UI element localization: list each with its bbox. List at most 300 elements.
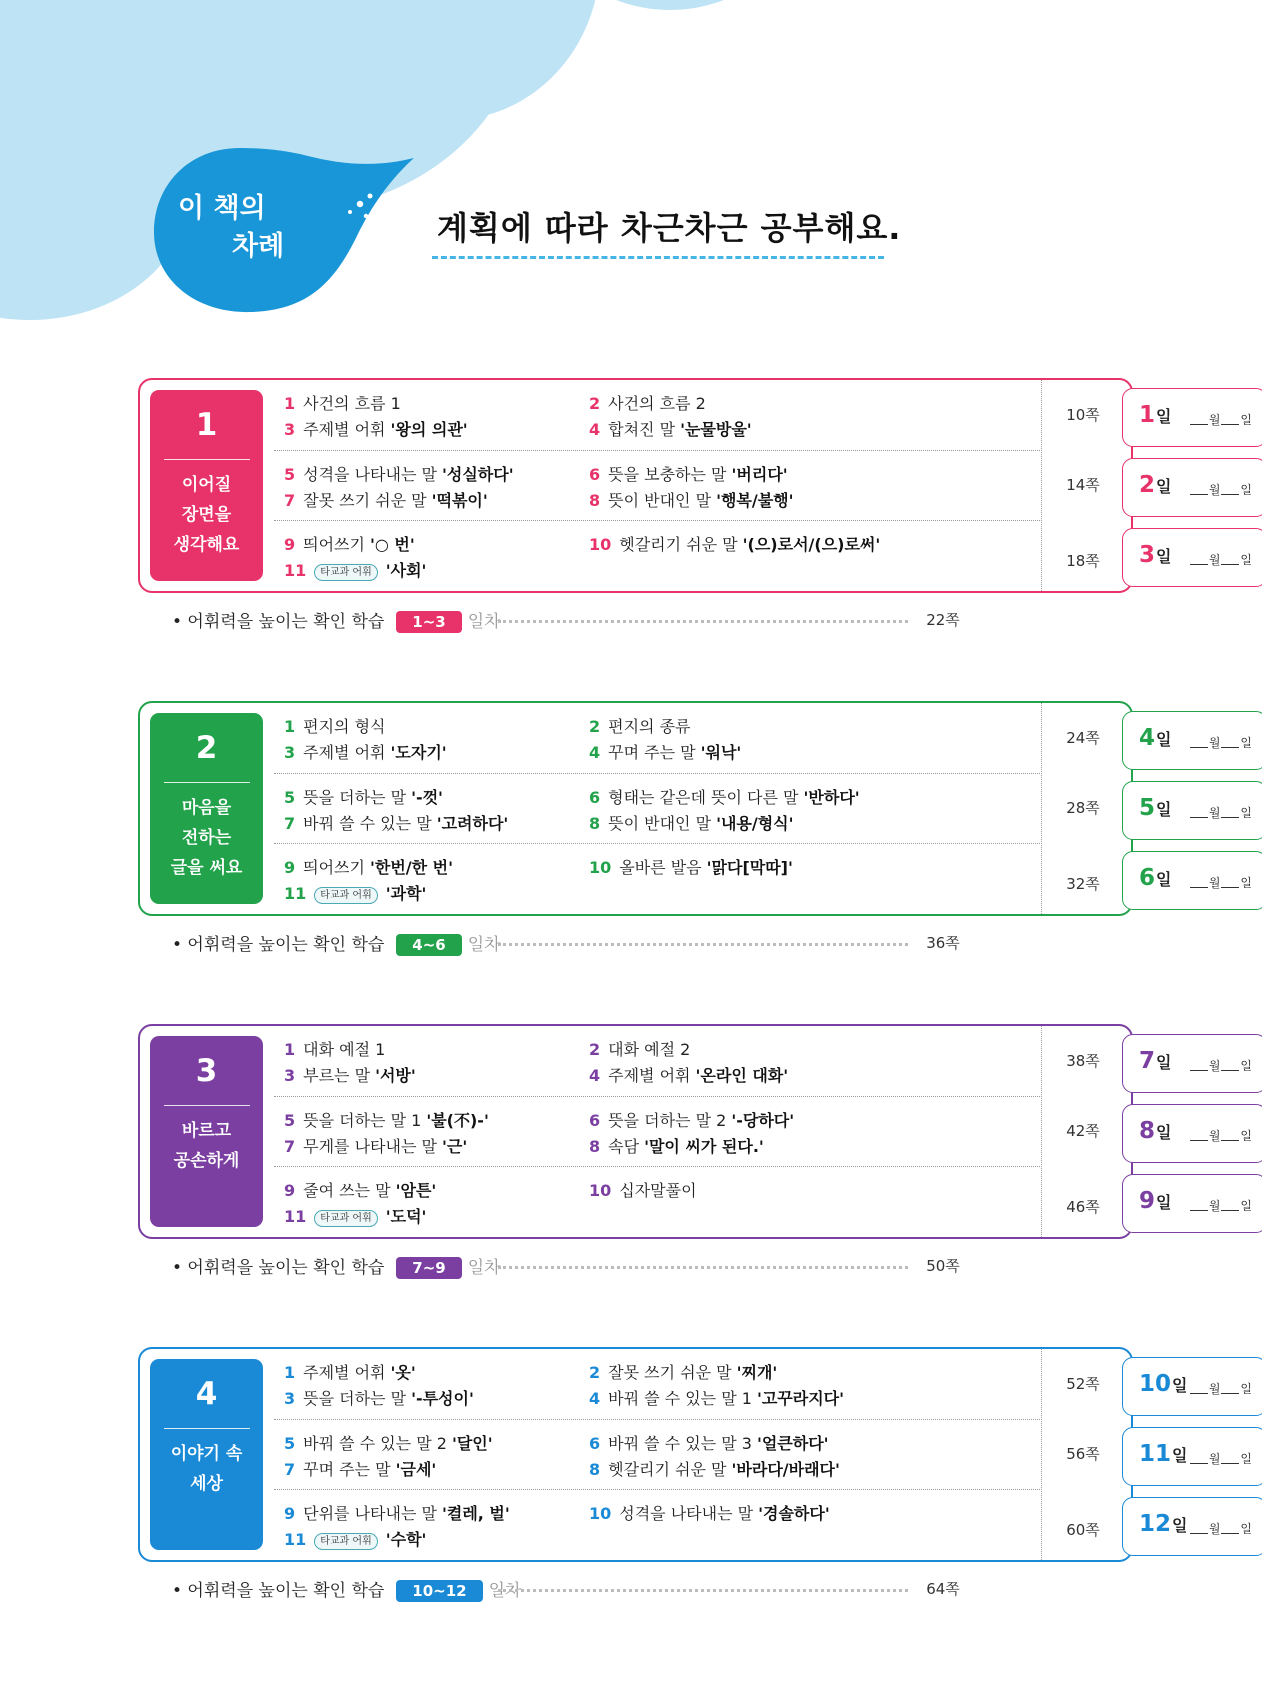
lesson-title: 바꿔 쓸 수 있는 말 1: [608, 1389, 752, 1408]
lesson-item[interactable]: [284, 420, 468, 440]
lesson-item[interactable]: [284, 1530, 426, 1550]
date-blanks[interactable]: 월 일: [1189, 1197, 1252, 1214]
date-blank[interactable]: [1221, 877, 1239, 888]
study-day-suffix: 일: [1156, 800, 1172, 819]
review-line: [172, 1253, 501, 1279]
lesson-title: 뜻을 더하는 말 1: [303, 1111, 422, 1130]
lesson-number: 1: [284, 394, 296, 413]
lesson-title: 바꿔 쓸 수 있는 말 2: [303, 1434, 447, 1453]
lesson-title: 뜻을 더하는 말: [303, 1389, 407, 1408]
lesson-title: 띄어쓰기: [303, 535, 365, 554]
date-blanks[interactable]: 월 일: [1189, 1450, 1252, 1467]
lesson-number: 7: [284, 1137, 296, 1156]
date-blanks[interactable]: 월 일: [1189, 874, 1252, 891]
column-divider: [1041, 380, 1042, 591]
date-blank[interactable]: [1221, 1200, 1239, 1211]
lesson-number: 3: [284, 1389, 296, 1408]
lesson-item[interactable]: [284, 858, 453, 878]
study-day-box[interactable]: [1122, 1174, 1262, 1233]
unit-number: 1: [195, 407, 218, 443]
lesson-item[interactable]: [589, 717, 691, 737]
unit-number: 2: [195, 730, 218, 766]
date-blanks[interactable]: 월 일: [1189, 734, 1252, 751]
lesson-title: 바꿔 쓸 수 있는 말: [303, 814, 432, 833]
unit-badge-divider: [164, 1105, 250, 1106]
lesson-number: 4: [589, 420, 601, 439]
date-blank[interactable]: [1221, 414, 1239, 425]
lesson-keyword: '수학': [385, 1530, 427, 1549]
lesson-number: 8: [589, 814, 601, 833]
study-day-label: 2일: [1139, 472, 1172, 498]
unit-badge: [150, 1359, 263, 1550]
date-blanks[interactable]: 월 일: [1189, 1057, 1252, 1074]
lesson-title: 편지의 종류: [608, 717, 691, 736]
study-day-box[interactable]: [1122, 1034, 1262, 1093]
study-day-suffix: 일: [1156, 1053, 1172, 1072]
toc-title-line2: 차례: [232, 231, 285, 262]
date-blanks[interactable]: 월 일: [1189, 411, 1252, 428]
lesson-item[interactable]: [589, 1181, 697, 1201]
month-blank[interactable]: [1190, 414, 1208, 425]
study-day-box[interactable]: [1122, 1497, 1262, 1556]
lesson-keyword: '워낙': [700, 743, 742, 762]
lesson-item[interactable]: [589, 1389, 844, 1409]
lesson-number: 1: [284, 1040, 296, 1059]
lesson-keyword: '(으)로서/(으)로써': [742, 535, 881, 554]
month-blank[interactable]: [1190, 807, 1208, 818]
leader-dots: [498, 1266, 908, 1269]
unit-badge: [150, 713, 263, 904]
lesson-number: 2: [589, 717, 601, 736]
unit-name: 이야기 속 세상: [170, 1444, 243, 1494]
month-blank[interactable]: [1190, 484, 1208, 495]
lesson-item[interactable]: [589, 1111, 794, 1131]
lesson-number: 10: [589, 535, 612, 554]
lesson-number: 11: [284, 1207, 307, 1226]
unit-name: 마음을 전하는 글을 써요: [170, 798, 243, 878]
study-day-suffix: 일: [1156, 477, 1172, 496]
month-blank[interactable]: [1190, 1383, 1208, 1394]
lesson-number: 2: [589, 1363, 601, 1382]
lesson-number: 6: [589, 1434, 601, 1453]
toc-title-line1: 이 책의: [178, 193, 266, 224]
lesson-number: 1: [284, 1363, 296, 1382]
lesson-item[interactable]: [589, 1137, 764, 1157]
review-range-badge: 4~6: [396, 934, 461, 956]
lesson-title: 뜻을 더하는 말 2: [608, 1111, 727, 1130]
month-blank[interactable]: [1190, 1130, 1208, 1141]
lesson-item[interactable]: [284, 1111, 489, 1131]
page-number: 32쪽: [1066, 875, 1100, 893]
lesson-item[interactable]: [284, 788, 443, 808]
study-day-label: 7일: [1139, 1048, 1172, 1074]
date-blanks[interactable]: 월 일: [1189, 1380, 1252, 1397]
lesson-keyword: '옷': [390, 1363, 416, 1382]
date-blanks[interactable]: 월 일: [1189, 481, 1252, 498]
month-blank[interactable]: [1190, 1200, 1208, 1211]
lesson-number: 5: [284, 1111, 296, 1130]
lesson-item[interactable]: [284, 1040, 385, 1060]
lesson-keyword: '온라인 대화': [695, 1066, 789, 1085]
lesson-title: 꾸며 주는 말: [303, 1460, 391, 1479]
lesson-title: 줄여 쓰는 말: [303, 1181, 391, 1200]
lesson-title: 주제별 어휘: [608, 1066, 691, 1085]
lesson-list: [274, 703, 1040, 914]
page-number: 24쪽: [1066, 729, 1100, 747]
review-suffix: 일차: [467, 1258, 501, 1278]
study-day-box[interactable]: [1122, 851, 1262, 910]
lesson-title: 무게를 나타내는 말: [303, 1137, 437, 1156]
headline-underline: [432, 256, 884, 259]
lesson-row: [274, 843, 1040, 914]
lesson-number: 8: [589, 1460, 601, 1479]
lesson-number: 1: [284, 717, 296, 736]
lesson-number: 10: [589, 1181, 612, 1200]
review-page-number: 64쪽: [926, 1580, 960, 1598]
lesson-keyword: '과학': [385, 884, 427, 903]
date-blank[interactable]: [1221, 1130, 1239, 1141]
lesson-item[interactable]: [284, 884, 426, 904]
lesson-item[interactable]: [589, 743, 741, 763]
lesson-title: 헷갈리기 쉬운 말: [608, 1460, 727, 1479]
lesson-item[interactable]: [284, 814, 508, 834]
lesson-keyword: '-투성이': [411, 1389, 474, 1408]
date-blanks[interactable]: 월 일: [1189, 551, 1252, 568]
page-number: 56쪽: [1066, 1445, 1100, 1463]
cross-subject-tag: 타교과 어휘: [314, 887, 377, 904]
study-day-suffix: 일: [1156, 547, 1172, 566]
lesson-number: 10: [589, 1504, 612, 1523]
lesson-keyword: '켤레, 벌': [441, 1504, 510, 1523]
date-blanks[interactable]: 월 일: [1189, 1127, 1252, 1144]
lesson-keyword: '눈물방울': [680, 420, 752, 439]
lesson-keyword: '내용/형식': [716, 814, 794, 833]
leader-dots: [498, 620, 908, 623]
lesson-title: 합쳐진 말: [608, 420, 676, 439]
review-text: • 어휘력을 높이는 확인 학습: [172, 935, 385, 955]
lesson-item[interactable]: [284, 1066, 416, 1086]
column-divider: [1041, 703, 1042, 914]
review-line: [172, 607, 501, 633]
date-blank[interactable]: [1221, 1523, 1239, 1534]
lesson-keyword: '찌개': [736, 1363, 778, 1382]
lesson-title: 꾸며 주는 말: [608, 743, 696, 762]
date-blanks[interactable]: 월 일: [1189, 1520, 1252, 1537]
lesson-number: 10: [589, 858, 612, 877]
lesson-item[interactable]: [589, 491, 794, 511]
study-day-box[interactable]: [1122, 528, 1262, 587]
study-day-suffix: 일: [1156, 1123, 1172, 1142]
lesson-keyword: '○ 번': [369, 535, 415, 554]
review-range-badge: 10~12: [396, 1580, 482, 1602]
page-number: 18쪽: [1066, 552, 1100, 570]
lesson-row: [274, 1096, 1040, 1167]
lesson-title: 잘못 쓰기 쉬운 말: [303, 491, 427, 510]
study-day-label: 12일: [1139, 1511, 1188, 1537]
lesson-item[interactable]: [589, 1434, 829, 1454]
lesson-title: 속담: [608, 1137, 640, 1156]
study-day-label: 1일: [1139, 402, 1172, 428]
unit-block: [138, 378, 1252, 593]
study-day-label: 4일: [1139, 725, 1172, 751]
lesson-title: 십자말풀이: [619, 1181, 697, 1200]
study-day-box[interactable]: [1122, 1427, 1262, 1486]
lesson-title: 주제별 어휘: [303, 1363, 386, 1382]
study-day-label: 11일: [1139, 1441, 1188, 1467]
lesson-keyword: '한번/한 번': [369, 858, 454, 877]
lesson-keyword: '불(不)-': [426, 1111, 489, 1130]
unit-badge-divider: [164, 1428, 250, 1429]
lesson-keyword: '경솔하다': [758, 1504, 830, 1523]
lesson-keyword: '사회': [385, 561, 427, 580]
lesson-keyword: '고꾸라지다': [756, 1389, 845, 1408]
lesson-item[interactable]: [284, 394, 401, 414]
page-number: 46쪽: [1066, 1198, 1100, 1216]
review-suffix: 일차: [467, 612, 501, 632]
lesson-title: 사건의 흐름 1: [303, 394, 401, 413]
lesson-item[interactable]: [284, 1504, 510, 1524]
review-text: • 어휘력을 높이는 확인 학습: [172, 1581, 385, 1601]
lesson-keyword: '성실하다': [441, 465, 514, 484]
lesson-title: 편지의 형식: [303, 717, 386, 736]
lesson-keyword: '서방': [375, 1066, 416, 1085]
date-blank[interactable]: [1221, 1453, 1239, 1464]
page-number: 38쪽: [1066, 1052, 1100, 1070]
lesson-keyword: '금세': [395, 1460, 437, 1479]
lesson-title: 헷갈리기 쉬운 말: [619, 535, 738, 554]
lesson-number: 9: [284, 535, 296, 554]
lesson-item[interactable]: [284, 1434, 493, 1454]
month-blank[interactable]: [1190, 737, 1208, 748]
lesson-keyword: '고려하다': [436, 814, 509, 833]
study-day-label: 8일: [1139, 1118, 1172, 1144]
lesson-title: 잘못 쓰기 쉬운 말: [608, 1363, 732, 1382]
unit-block: [138, 1024, 1252, 1239]
study-day-label: 5일: [1139, 795, 1172, 821]
lesson-keyword: '-당하다': [731, 1111, 795, 1130]
study-day-box[interactable]: [1122, 458, 1262, 517]
study-day-suffix: 일: [1172, 1376, 1188, 1395]
lesson-title: 성격을 나타내는 말: [619, 1504, 754, 1523]
unit-badge-divider: [164, 782, 250, 783]
date-blank[interactable]: [1221, 484, 1239, 495]
lesson-item[interactable]: [589, 1363, 777, 1383]
leader-dots: [498, 1589, 908, 1592]
review-text: • 어휘력을 높이는 확인 학습: [172, 612, 385, 632]
column-divider: [1041, 1026, 1042, 1237]
study-day-label: 9일: [1139, 1188, 1172, 1214]
lesson-item[interactable]: [284, 1389, 474, 1409]
lesson-title: 띄어쓰기: [303, 858, 365, 877]
lesson-number: 2: [589, 1040, 601, 1059]
lesson-item[interactable]: [589, 1460, 840, 1480]
lesson-keyword: '왕의 의관': [390, 420, 468, 439]
toc-title: [178, 190, 284, 266]
lesson-number: 9: [284, 858, 296, 877]
lesson-title: 형태는 같은데 뜻이 다른 말: [608, 788, 799, 807]
lesson-item[interactable]: [589, 1066, 788, 1086]
study-day-suffix: 일: [1156, 1193, 1172, 1212]
cross-subject-tag: 타교과 어휘: [314, 564, 377, 581]
lesson-item[interactable]: [284, 1460, 436, 1480]
lesson-number: 2: [589, 394, 601, 413]
lesson-keyword: '버리다': [731, 465, 788, 484]
lesson-row: [274, 1166, 1040, 1237]
lesson-item[interactable]: [284, 465, 514, 485]
lesson-keyword: '암튼': [395, 1181, 437, 1200]
lesson-item[interactable]: [284, 535, 415, 555]
lesson-title: 부르는 말: [303, 1066, 371, 1085]
unit-number: 4: [195, 1376, 218, 1412]
study-day-box[interactable]: [1122, 711, 1262, 770]
unit-name: 이어질 장면을 생각해요: [173, 475, 240, 555]
lesson-title: 대화 예절 2: [608, 1040, 691, 1059]
lesson-title: 사건의 흐름 2: [608, 394, 706, 413]
lesson-number: 8: [589, 491, 601, 510]
lesson-number: 6: [589, 788, 601, 807]
lesson-item[interactable]: [284, 1181, 436, 1201]
page-number: 10쪽: [1066, 406, 1100, 424]
lesson-row: [274, 1349, 1040, 1419]
lesson-list: [274, 1349, 1040, 1560]
lesson-title: 올바른 발음: [619, 858, 702, 877]
lesson-number: 4: [589, 743, 601, 762]
unit-block: [138, 701, 1252, 916]
review-page-number: 50쪽: [926, 1257, 960, 1275]
date-blank[interactable]: [1221, 554, 1239, 565]
unit-badge: [150, 390, 263, 581]
lesson-number: 5: [284, 465, 296, 484]
unit-badge-divider: [164, 459, 250, 460]
lesson-item[interactable]: [589, 814, 794, 834]
date-blanks[interactable]: 월 일: [1189, 804, 1252, 821]
lesson-keyword: '도덕': [385, 1207, 427, 1226]
lesson-title: 뜻을 더하는 말: [303, 788, 407, 807]
date-blank[interactable]: [1221, 737, 1239, 748]
lesson-item[interactable]: [589, 858, 793, 878]
lesson-number: 3: [284, 1066, 296, 1085]
lesson-number: 11: [284, 561, 307, 580]
study-day-suffix: 일: [1172, 1516, 1188, 1535]
month-blank[interactable]: [1190, 554, 1208, 565]
lesson-row: [274, 1026, 1040, 1096]
page-number: 42쪽: [1066, 1122, 1100, 1140]
lesson-number: 11: [284, 1530, 307, 1549]
lesson-item[interactable]: [284, 491, 488, 511]
lesson-number: 7: [284, 1460, 296, 1479]
lesson-item[interactable]: [589, 535, 880, 555]
review-line: [172, 930, 501, 956]
date-blank[interactable]: [1221, 807, 1239, 818]
date-blank[interactable]: [1221, 1060, 1239, 1071]
lesson-number: 8: [589, 1137, 601, 1156]
lesson-number: 9: [284, 1181, 296, 1200]
month-blank[interactable]: [1190, 1060, 1208, 1071]
lesson-number: 4: [589, 1066, 601, 1085]
month-blank[interactable]: [1190, 1453, 1208, 1464]
lesson-title: 뜻이 반대인 말: [608, 491, 712, 510]
lesson-keyword: '바라다/바래다': [731, 1460, 840, 1479]
cross-subject-tag: 타교과 어휘: [314, 1533, 377, 1550]
lesson-row: [274, 1489, 1040, 1560]
lesson-keyword: '말이 씨가 된다.': [644, 1137, 764, 1156]
lesson-title: 뜻이 반대인 말: [608, 814, 712, 833]
lesson-item[interactable]: [589, 1040, 690, 1060]
study-day-suffix: 일: [1156, 730, 1172, 749]
review-range-badge: 1~3: [396, 611, 461, 633]
unit-number: 3: [195, 1053, 218, 1089]
lesson-item[interactable]: [589, 394, 706, 414]
study-day-box[interactable]: [1122, 781, 1262, 840]
lesson-item[interactable]: [284, 743, 447, 763]
lesson-row: [274, 450, 1040, 521]
lesson-number: 7: [284, 491, 296, 510]
lesson-item[interactable]: [284, 1137, 467, 1157]
page-number: 28쪽: [1066, 799, 1100, 817]
lesson-title: 주제별 어휘: [303, 743, 386, 762]
lesson-number: 4: [589, 1389, 601, 1408]
lesson-item[interactable]: [284, 561, 426, 581]
lesson-title: 성격을 나타내는 말: [303, 465, 437, 484]
lesson-item[interactable]: [284, 1207, 426, 1227]
lesson-keyword: '도자기': [390, 743, 447, 762]
study-day-label: 3일: [1139, 542, 1172, 568]
study-day-box[interactable]: [1122, 388, 1262, 447]
study-day-suffix: 일: [1156, 870, 1172, 889]
lesson-title: 대화 예절 1: [303, 1040, 386, 1059]
review-page-number: 36쪽: [926, 934, 960, 952]
review-line: [172, 1576, 521, 1602]
lesson-item[interactable]: [589, 1504, 830, 1524]
lesson-item[interactable]: [284, 717, 386, 737]
lesson-item[interactable]: [589, 465, 788, 485]
lesson-row: [274, 380, 1040, 450]
lesson-keyword: '반하다': [803, 788, 860, 807]
study-day-box[interactable]: [1122, 1104, 1262, 1163]
lesson-number: 6: [589, 465, 601, 484]
lesson-number: 5: [284, 1434, 296, 1453]
lesson-keyword: '떡볶이': [431, 491, 488, 510]
review-suffix: 일차: [488, 1581, 522, 1601]
lesson-item[interactable]: [589, 788, 860, 808]
lesson-title: 뜻을 보충하는 말: [608, 465, 727, 484]
lesson-item[interactable]: [284, 1363, 416, 1383]
lesson-number: 6: [589, 1111, 601, 1130]
leader-dots: [498, 943, 908, 946]
lesson-number: 5: [284, 788, 296, 807]
month-blank[interactable]: [1190, 1523, 1208, 1534]
lesson-title: 단위를 나타내는 말: [303, 1504, 437, 1523]
lesson-item[interactable]: [589, 420, 752, 440]
lesson-keyword: '얼큰하다': [756, 1434, 829, 1453]
date-blank[interactable]: [1221, 1383, 1239, 1394]
lesson-keyword: '맑다[막따]': [706, 858, 793, 877]
study-day-suffix: 일: [1156, 407, 1172, 426]
lesson-title: 주제별 어휘: [303, 420, 386, 439]
page-number: 14쪽: [1066, 476, 1100, 494]
lesson-row: [274, 1419, 1040, 1490]
lesson-list: [274, 380, 1040, 591]
month-blank[interactable]: [1190, 877, 1208, 888]
column-divider: [1041, 1349, 1042, 1560]
review-suffix: 일차: [467, 935, 501, 955]
lesson-keyword: '-껏': [411, 788, 443, 807]
study-day-box[interactable]: [1122, 1357, 1262, 1416]
lesson-number: 3: [284, 420, 296, 439]
page-headline: 계획에 따라 차근차근 공부해요.: [437, 209, 902, 247]
cross-subject-tag: 타교과 어휘: [314, 1210, 377, 1227]
lesson-keyword: '달인': [451, 1434, 493, 1453]
